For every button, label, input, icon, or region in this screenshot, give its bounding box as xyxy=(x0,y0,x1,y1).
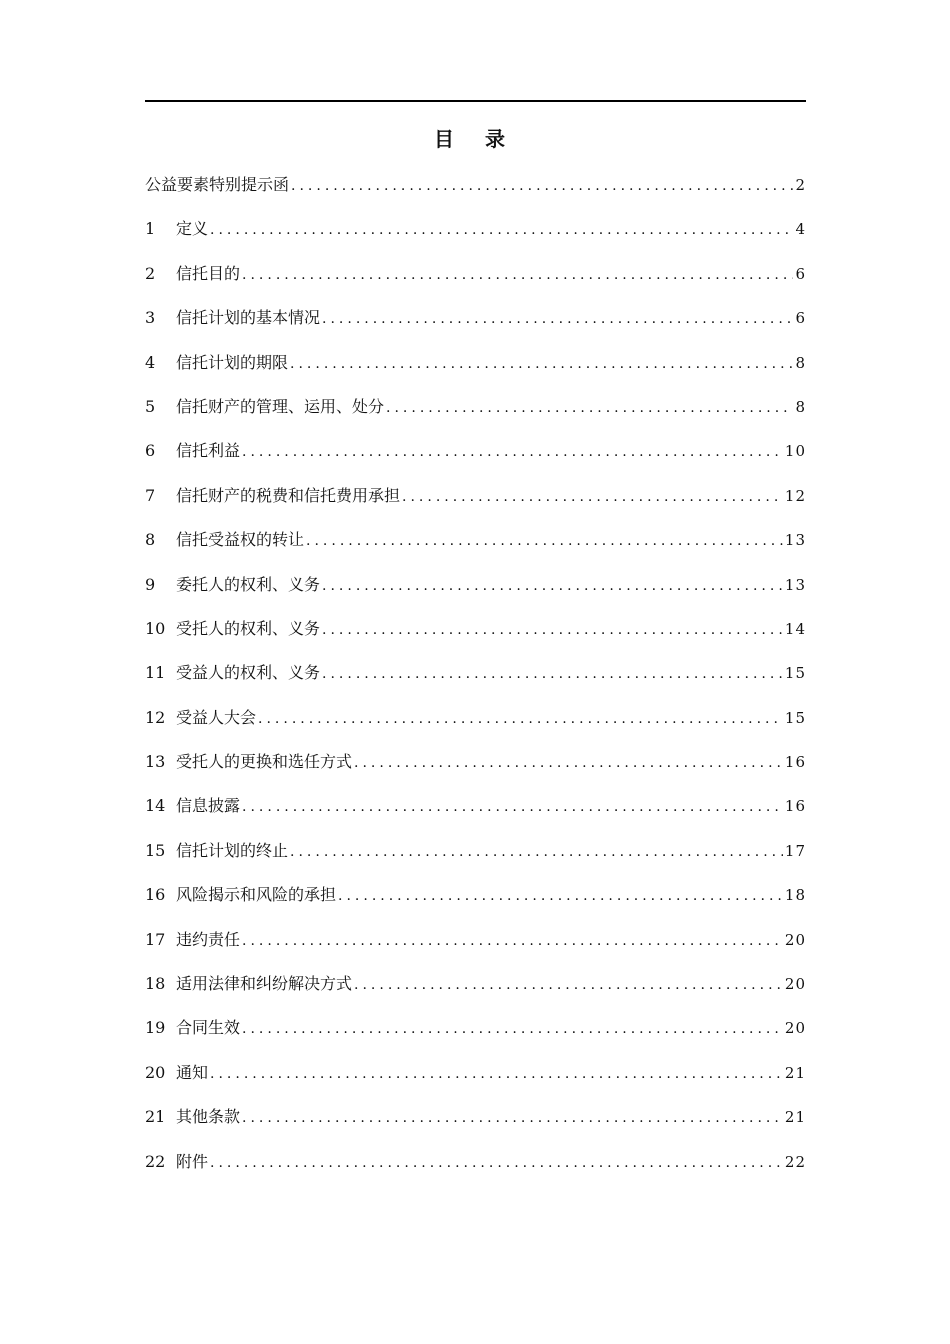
toc-entry-text: 违约责任 xyxy=(176,929,241,949)
toc-dot-leader xyxy=(338,881,783,911)
toc-entry-text: 受托人的权利、义务 xyxy=(176,618,321,638)
toc-dot-leader xyxy=(354,970,783,1000)
toc-entry-page-number: 21 xyxy=(784,1108,806,1127)
toc-entry[interactable] xyxy=(145,658,806,702)
toc-entry[interactable] xyxy=(145,836,806,880)
toc-dot-leader xyxy=(290,349,793,379)
toc-entry-number: 14 xyxy=(145,796,166,816)
toc-entry-text: 风险揭示和风险的承担 xyxy=(176,885,337,905)
table-of-contents xyxy=(145,170,806,1191)
toc-entry-page-number: 14 xyxy=(784,619,806,638)
toc-entry[interactable] xyxy=(145,703,806,747)
toc-entry-number: 17 xyxy=(145,929,166,949)
toc-entry-text: 信托财产的税费和信托费用承担 xyxy=(176,485,401,505)
toc-dot-leader xyxy=(210,215,793,245)
toc-entry[interactable] xyxy=(145,1147,806,1191)
toc-entry[interactable] xyxy=(145,925,806,969)
toc-entry-number: 13 xyxy=(145,752,166,772)
toc-entry-text: 通知 xyxy=(176,1062,209,1082)
toc-entry-page-number: 13 xyxy=(784,575,806,594)
toc-dot-leader xyxy=(322,615,783,645)
toc-entry-number: 7 xyxy=(145,485,156,505)
toc-dot-leader xyxy=(242,437,783,467)
toc-dot-leader xyxy=(290,837,783,867)
toc-entry[interactable] xyxy=(145,392,806,436)
toc-entry-text: 信托受益权的转让 xyxy=(176,530,305,550)
toc-entry-text: 适用法律和纠纷解决方式 xyxy=(176,974,353,994)
toc-entry-text: 信托目的 xyxy=(176,263,241,283)
toc-entry-text: 附件 xyxy=(176,1151,209,1171)
toc-entry[interactable] xyxy=(145,614,806,658)
toc-entry[interactable] xyxy=(145,747,806,791)
toc-entry-text: 定义 xyxy=(176,219,209,239)
toc-entry-text: 公益要素特别提示函 xyxy=(145,175,290,194)
toc-entry-number: 21 xyxy=(145,1107,166,1127)
toc-dot-leader xyxy=(242,260,793,290)
toc-entry-page-number: 6 xyxy=(795,309,806,328)
toc-entry[interactable] xyxy=(145,348,806,392)
toc-entry[interactable] xyxy=(145,1058,806,1102)
toc-entry-number: 22 xyxy=(145,1151,166,1171)
toc-dot-leader xyxy=(258,704,783,734)
toc-entry-number: 15 xyxy=(145,840,166,860)
toc-entry-text: 信托计划的期限 xyxy=(176,352,289,372)
toc-entry-text: 信托利益 xyxy=(176,441,241,461)
toc-entry[interactable] xyxy=(145,880,806,924)
toc-entry-text: 受益人的权利、义务 xyxy=(176,663,321,683)
toc-dot-leader xyxy=(210,1148,783,1178)
toc-entry-number: 18 xyxy=(145,974,166,994)
toc-title: 目 录 xyxy=(434,127,517,151)
toc-entry-page-number: 16 xyxy=(784,753,806,772)
toc-dot-leader xyxy=(242,1103,783,1133)
toc-entry-number: 12 xyxy=(145,707,166,727)
toc-dot-leader xyxy=(306,526,783,556)
toc-entry-text: 信托财产的管理、运用、处分 xyxy=(176,396,385,416)
toc-entry[interactable] xyxy=(145,570,806,614)
toc-dot-leader xyxy=(386,393,793,423)
toc-entry-number: 8 xyxy=(145,530,156,550)
toc-entry-page-number: 10 xyxy=(784,442,806,461)
toc-entry-page-number: 20 xyxy=(784,975,806,994)
toc-entry-text: 信托计划的终止 xyxy=(176,840,289,860)
toc-entry[interactable] xyxy=(145,481,806,525)
toc-entry-text: 委托人的权利、义务 xyxy=(176,574,321,594)
toc-entry-page-number: 17 xyxy=(784,841,806,860)
toc-entry-page-number: 15 xyxy=(784,708,806,727)
toc-entry-page-number: 4 xyxy=(795,220,806,239)
toc-dot-leader xyxy=(322,571,783,601)
toc-dot-leader xyxy=(242,792,783,822)
toc-entry-page-number: 16 xyxy=(784,797,806,816)
toc-entry-number: 10 xyxy=(145,618,166,638)
toc-entry-number: 1 xyxy=(145,219,156,239)
toc-dot-leader xyxy=(322,304,793,334)
toc-entry-number: 16 xyxy=(145,885,166,905)
toc-entry-text: 其他条款 xyxy=(176,1107,241,1127)
toc-entry-page-number: 22 xyxy=(784,1152,806,1171)
toc-entry-text: 合同生效 xyxy=(176,1018,241,1038)
toc-entry-page-number: 20 xyxy=(784,1019,806,1038)
toc-entry[interactable] xyxy=(145,1102,806,1146)
toc-dot-leader xyxy=(354,748,783,778)
toc-entry[interactable] xyxy=(145,170,806,214)
toc-entry-page-number: 15 xyxy=(784,664,806,683)
toc-dot-leader xyxy=(291,171,793,201)
toc-entry[interactable] xyxy=(145,436,806,480)
toc-entry[interactable] xyxy=(145,214,806,258)
toc-dot-leader xyxy=(242,1014,783,1044)
toc-entry-number: 19 xyxy=(145,1018,166,1038)
toc-entry[interactable] xyxy=(145,259,806,303)
toc-entry-number: 9 xyxy=(145,574,156,594)
toc-entry-text: 受托人的更换和选任方式 xyxy=(176,752,353,772)
toc-entry-text: 信息披露 xyxy=(176,796,241,816)
toc-entry-page-number: 18 xyxy=(784,886,806,905)
toc-entry-number: 4 xyxy=(145,352,156,372)
toc-entry-number: 11 xyxy=(145,663,166,683)
toc-entry-page-number: 12 xyxy=(784,486,806,505)
toc-entry-page-number: 2 xyxy=(795,176,806,194)
toc-entry-page-number: 6 xyxy=(795,264,806,283)
toc-entry-page-number: 21 xyxy=(784,1063,806,1082)
toc-entry-page-number: 8 xyxy=(795,353,806,372)
toc-entry-page-number: 8 xyxy=(795,397,806,416)
toc-entry[interactable] xyxy=(145,969,806,1013)
toc-entry-number: 5 xyxy=(145,396,156,416)
toc-entry-text: 受益人大会 xyxy=(176,707,257,727)
toc-entry-number: 6 xyxy=(145,441,156,461)
toc-dot-leader xyxy=(210,1059,783,1089)
toc-entry[interactable] xyxy=(145,1013,806,1057)
toc-entry-number: 2 xyxy=(145,263,156,283)
toc-entry-number: 3 xyxy=(145,308,156,328)
toc-entry-text: 信托计划的基本情况 xyxy=(176,308,321,328)
toc-dot-leader xyxy=(402,482,783,512)
toc-entry-page-number: 20 xyxy=(784,930,806,949)
toc-dot-leader xyxy=(242,926,783,956)
toc-entry-page-number: 13 xyxy=(784,531,806,550)
toc-entry[interactable] xyxy=(145,525,806,569)
toc-entry[interactable] xyxy=(145,303,806,347)
toc-dot-leader xyxy=(322,659,783,689)
toc-entry[interactable] xyxy=(145,791,806,835)
toc-entry-number: 20 xyxy=(145,1062,166,1082)
header-rule xyxy=(145,100,806,102)
